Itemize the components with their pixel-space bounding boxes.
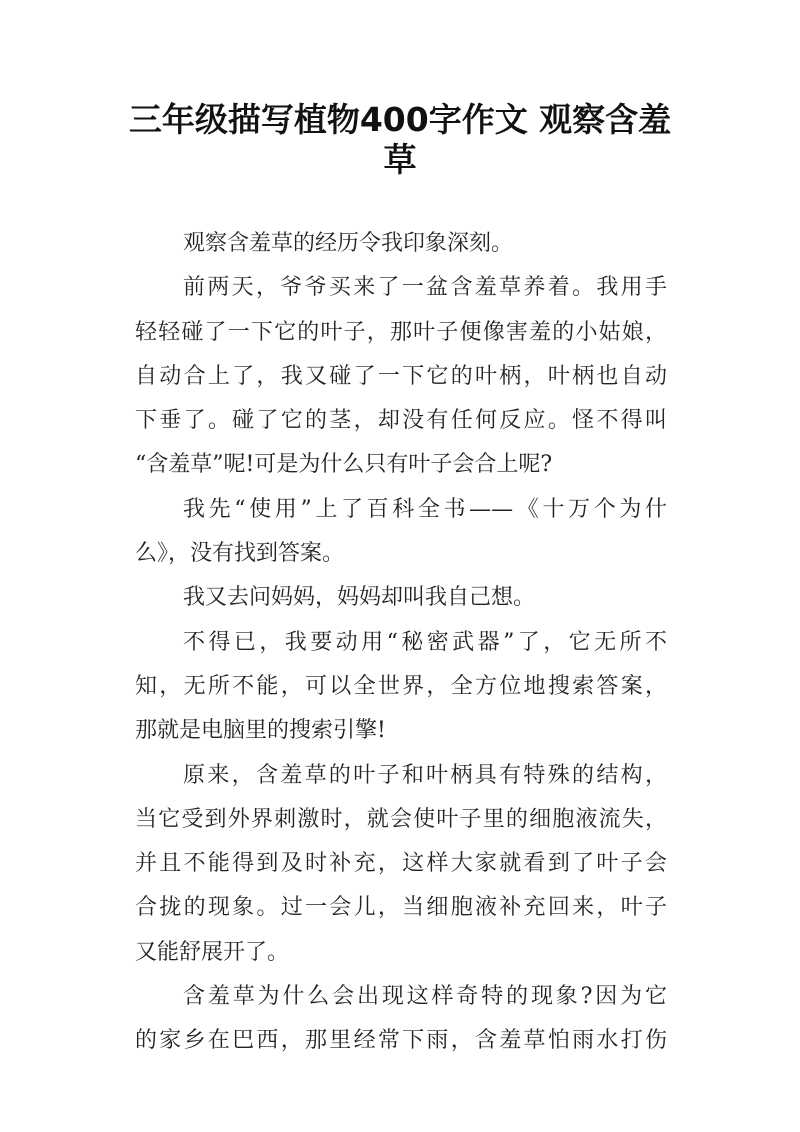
paragraph-line: 自动合上了，我又碰了一下它的叶柄，叶柄也自动 <box>135 363 667 389</box>
paragraph-line: 我先“使用”上了百科全书——《十万个为什 <box>183 496 667 522</box>
paragraph <box>135 222 667 266</box>
paragraph-line: 知，无所不能，可以全世界，全方位地搜索答案， <box>135 673 667 699</box>
paragraph <box>135 621 667 754</box>
paragraph-line: 那就是电脑里的搜索引擎! <box>135 718 386 744</box>
title-line-2: 草 <box>383 140 417 179</box>
document-title <box>100 100 700 180</box>
paragraph-line: 原来，含羞草的叶子和叶柄具有特殊的结构， <box>183 762 667 788</box>
paragraph-line: 并且不能得到及时补充，这样大家就看到了叶子会 <box>135 851 667 877</box>
paragraph-line: “含羞草”呢!可是为什么只有叶子会合上呢? <box>135 452 553 478</box>
paragraph <box>135 488 667 577</box>
paragraph-line: 前两天，爷爷买来了一盆含羞草养着。我用手 <box>183 275 667 301</box>
paragraph <box>135 266 667 487</box>
document-body <box>135 222 667 1064</box>
paragraph <box>135 975 667 1064</box>
paragraph-line: 我又去问妈妈，妈妈却叫我自己想。 <box>183 585 536 611</box>
paragraph-line: 下垂了。碰了它的茎，却没有任何反应。怪不得叫 <box>135 408 667 434</box>
paragraph-line: 轻轻碰了一下它的叶子，那叶子便像害羞的小姑娘， <box>135 319 667 345</box>
paragraph-line: 不得已，我要动用“秘密武器”了，它无所不 <box>183 629 667 655</box>
paragraph-line: 含羞草为什么会出现这样奇特的现象?因为它 <box>183 984 667 1010</box>
paragraph-line: 合拢的现象。过一会儿，当细胞液补充回来，叶子 <box>135 895 667 921</box>
title-line-1: 三年级描写植物400字作文 观察含羞 <box>128 100 672 139</box>
paragraph-line: 观察含羞草的经历令我印象深刻。 <box>183 231 514 256</box>
paragraph-line: 当它受到外界刺激时，就会使叶子里的细胞液流失， <box>135 806 667 832</box>
paragraph-line: 又能舒展开了。 <box>135 939 290 965</box>
paragraph-line: 的家乡在巴西，那里经常下雨，含羞草怕雨水打伤 <box>135 1028 667 1054</box>
paragraph-line: 么》，没有找到答案。 <box>135 541 345 567</box>
paragraph <box>135 576 667 620</box>
paragraph <box>135 754 667 975</box>
